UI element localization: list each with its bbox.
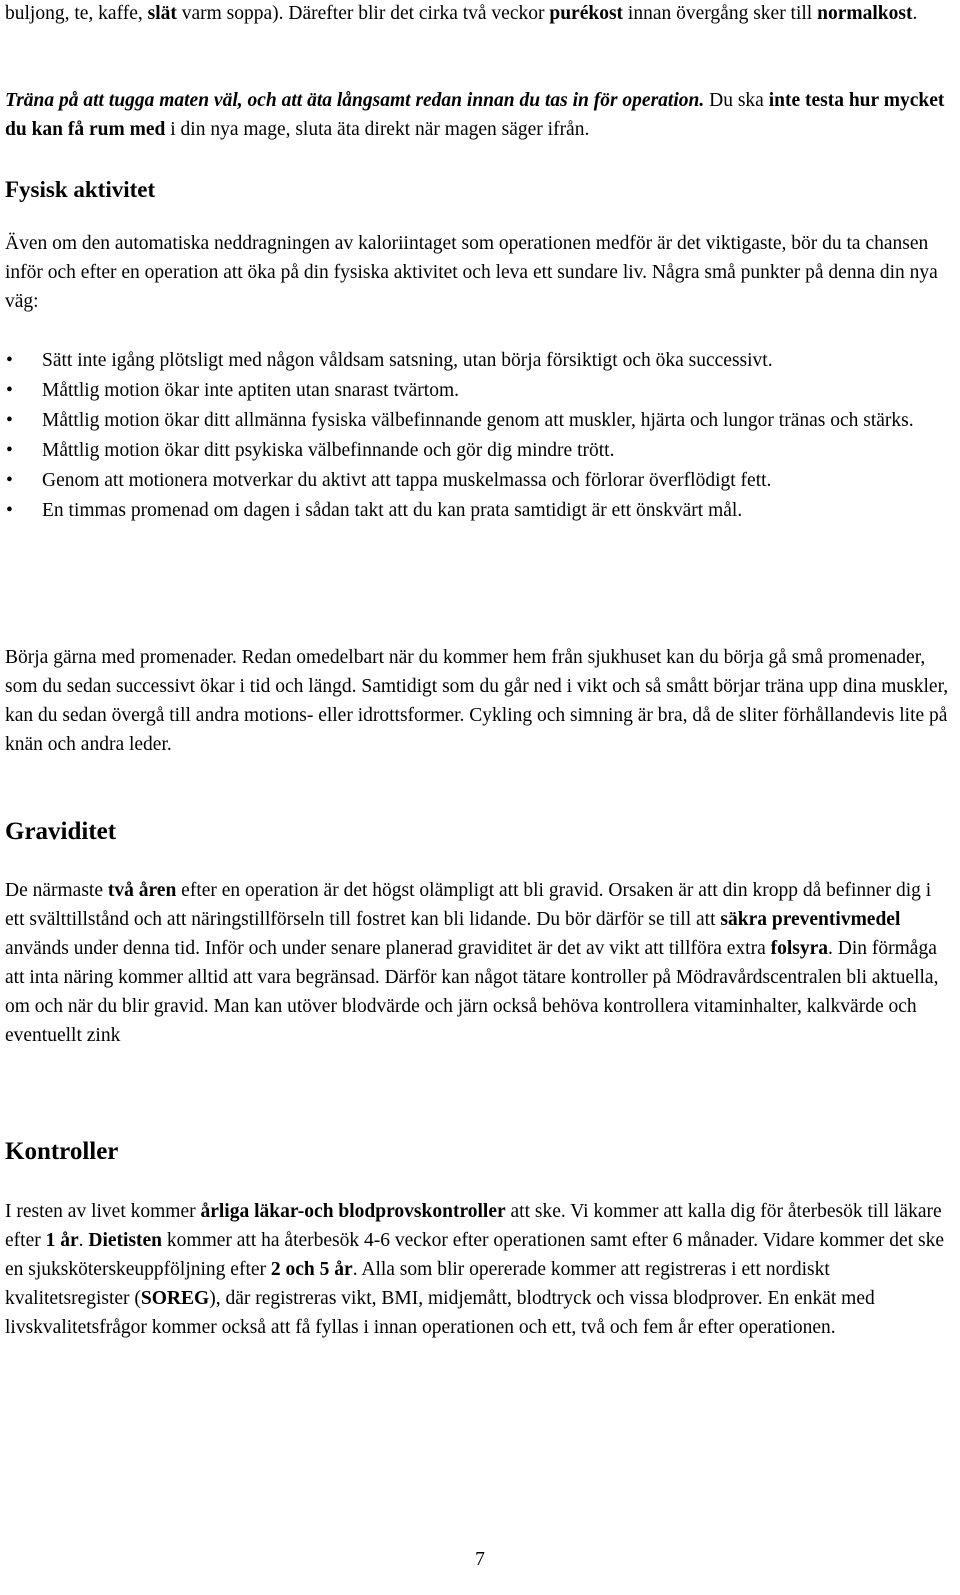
fysisk-bullet-list xyxy=(5,346,950,526)
bullet-icon: • xyxy=(6,410,13,431)
heading-graviditet: Graviditet xyxy=(5,818,117,845)
fysisk-intro-paragraph: Även om den automatiska neddragningen av kaloriintaget som operationen medför är det viktigaste, bör du ta chansen inför och efter en operation att öka på din fysiska aktivitet och leva ett sundare liv. Några små punkter på denna din nya väg: xyxy=(5,233,938,312)
intro-paragraph-2: Träna på att tugga maten väl, och att äta långsamt redan innan du tas in för operation. Du ska inte testa hur mycket du kan få rum med i din nya mage, sluta äta direkt när magen säger ifrån. xyxy=(5,90,945,140)
graviditet-paragraph: De närmaste två åren efter en operation är det högst olämpligt att bli gravid. Orsaken är att din kropp då befinner dig i ett svälttillstånd och att näringstillförseln till fostret kan bli lidande. Du bör därför se till att säkra preventivmedel används under denna tid. Inför och under senare planerad graviditet är det av vikt att tillföra extra folsyra. Din förmåga att inta näring kommer alltid att vara begränsad. Därför kan något tätare kontroller på Mödravårdscentralen bli aktuella, om och när du blir gravid. Man kan utöver blodvärde och järn också behöva kontrollera vitaminhalter, kalkvärde och eventuellt zink xyxy=(5,880,939,1046)
list-item: • Måttlig motion ökar ditt allmänna fysiska välbefinnande genom att muskler, hjärta och lungor tränas och stärks. xyxy=(5,406,950,435)
bullet-icon: • xyxy=(6,380,13,401)
list-item: • Genom att motionera motverkar du aktivt att tappa muskelmassa och förlorar överflödigt fett. xyxy=(5,466,950,495)
heading-fysisk-aktivitet: Fysisk aktivitet xyxy=(5,177,156,202)
fysisk-promenader-paragraph: Börja gärna med promenader. Redan omedelbart när du kommer hem från sjukhuset kan du börja gå små promenader, som du sedan successivt ökar i tid och längd. Samtidigt som du går ned i vikt och så smått börjar träna upp dina muskler, kan du sedan övergå till andra motions- eller idrottsformer. Cykling och simning är bra, då de sliter förhållandevis lite på knän och andra leder. xyxy=(5,647,949,755)
list-item: • En timmas promenad om dagen i sådan takt att du kan prata samtidigt är ett önskvärt mål. xyxy=(5,496,950,525)
list-item: • Sätt inte igång plötsligt med någon våldsam satsning, utan börja försiktigt och öka successivt. xyxy=(5,346,950,375)
bullet-icon: • xyxy=(6,440,13,461)
heading-kontroller: Kontroller xyxy=(5,1138,119,1165)
list-item: • Måttlig motion ökar ditt psykiska välbefinnande och gör dig mindre trött. xyxy=(5,436,950,465)
bullet-icon: • xyxy=(6,470,13,491)
list-item: • Måttlig motion ökar inte aptiten utan snarast tvärtom. xyxy=(5,376,950,405)
kontroller-paragraph: I resten av livet kommer årliga läkar-och blodprovskontroller att ske. Vi kommer att kalla dig för återbesök till läkare efter 1 år. Dietisten kommer att ha återbesök 4-6 veckor efter operationen samt efter 6 månader. Vidare kommer det ske en sjuksköterskeuppföljning efter 2 och 5 år. Alla som blir opererade kommer att registreras i ett nordiskt kvalitetsregister (SOREG), där registreras vikt, BMI, midjemått, blodtryck och vissa blodprover. En enkät med livskvalitetsfrågor kommer också att få fyllas i innan operationen och ett, två och fem år efter operationen. xyxy=(5,1201,944,1338)
bullet-icon: • xyxy=(6,500,13,521)
page-number: 7 xyxy=(475,1549,485,1570)
intro-paragraph-1: buljong, te, kaffe, slät varm soppa). Därefter blir det cirka två veckor purékost innan övergång sker till normalkost. xyxy=(5,3,918,24)
bullet-icon: • xyxy=(6,350,13,371)
